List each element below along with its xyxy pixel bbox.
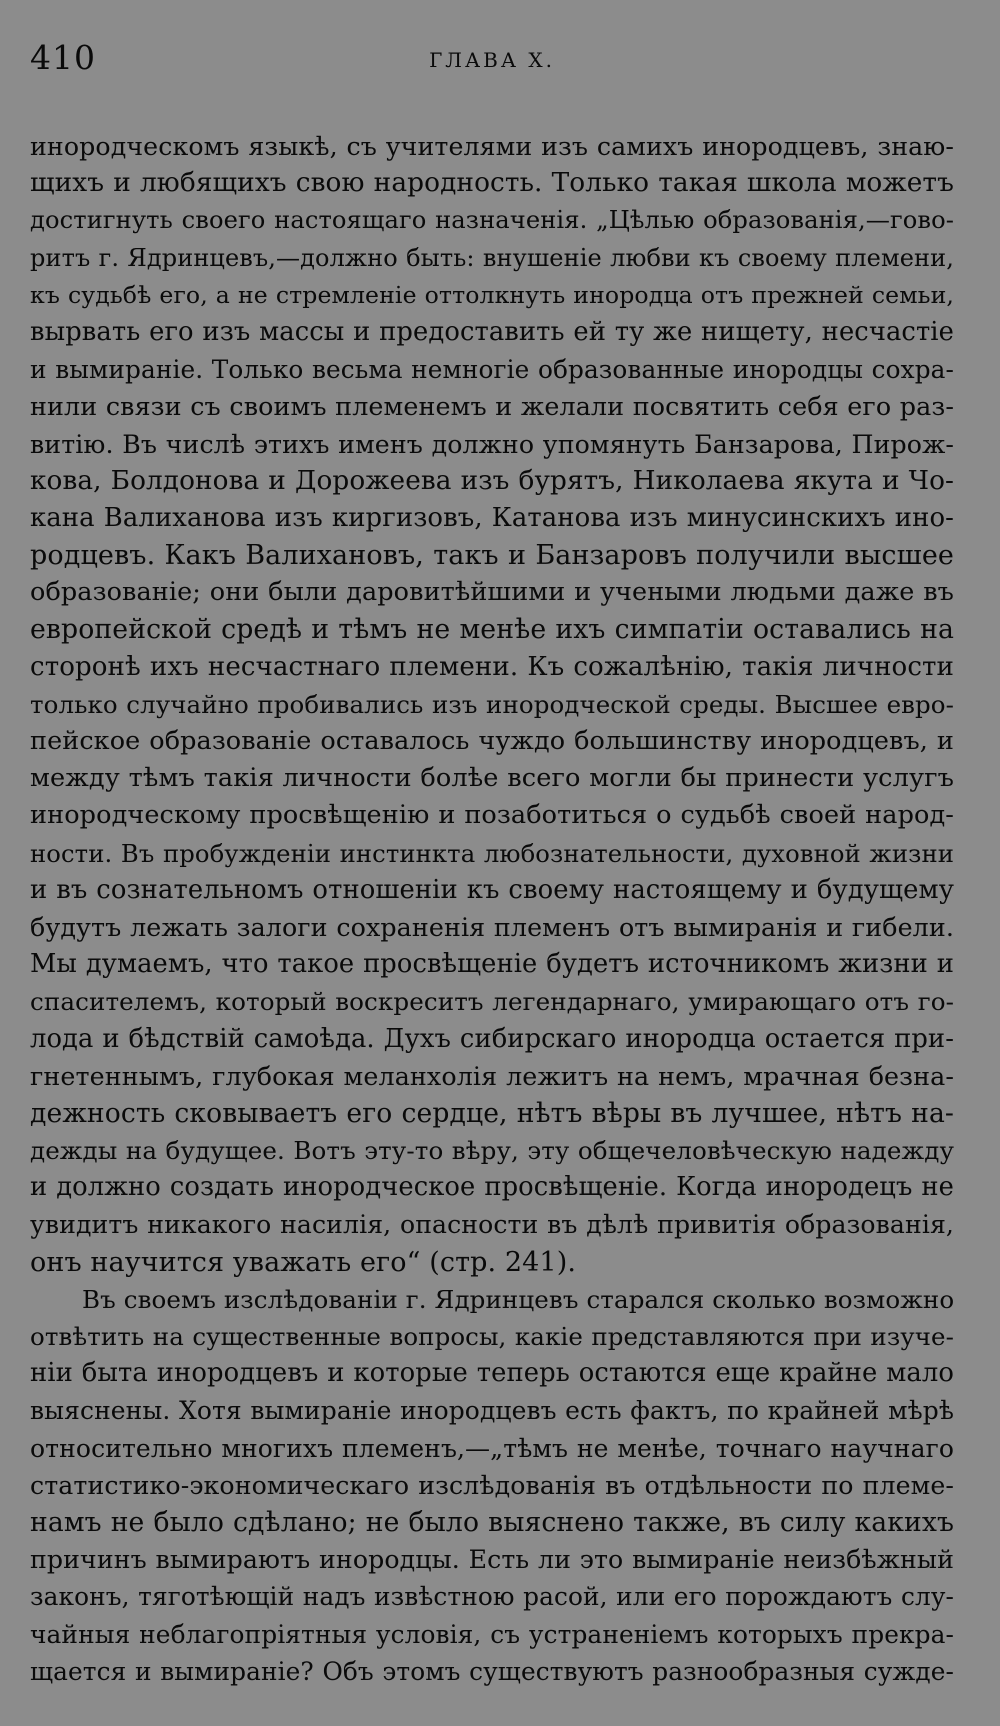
text-line: только случайно пробивались изъ инородческой среды. Высшее евро- xyxy=(30,689,954,719)
text-line: инородческомъ языкѣ, съ учителями изъ самихъ инородцевъ, знаю- xyxy=(30,132,954,161)
text-line: европейской средѣ и тѣмъ не менѣе ихъ симпатіи оставались на xyxy=(30,614,954,646)
text-line: родцевъ. Какъ Валихановъ, такъ и Банзаровъ получили высшее xyxy=(30,540,954,572)
text-line: кова, Болдонова и Дорожеева изъ бурятъ, Николаева якута и Чо- xyxy=(30,465,954,496)
text-line: законъ, тяготѣющій надъ извѣстною расой, или его порождаютъ слу- xyxy=(30,1582,954,1612)
text-line: витію. Въ числѣ этихъ именъ должно упомянуть Банзарова, Пирож- xyxy=(30,429,954,459)
body-text xyxy=(30,128,954,1690)
text-line: Мы думаемъ, что такое просвѣщеніе будетъ источникомъ жизни и xyxy=(30,949,954,980)
text-line: достигнуть своего настоящаго назначенія. „Цѣлью образованія,—гово- xyxy=(30,206,954,235)
page-number: 410 xyxy=(30,38,96,77)
text-line: относительно многихъ племенъ,—„тѣмъ не менѣе, точнаго научнаго xyxy=(30,1433,954,1463)
text-line: и въ сознательномъ отношеніи къ своему настоящему и будущему xyxy=(30,874,954,905)
running-head: ГЛАВА X. xyxy=(429,48,555,72)
book-page xyxy=(30,30,954,1696)
text-line: щается и вымираніе? Объ этомъ существуютъ разнообразныя сужде- xyxy=(30,1656,954,1686)
paragraph xyxy=(30,128,954,1281)
text-line: гнетеннымъ, глубокая меланхолія лежитъ на немъ, мрачная безна- xyxy=(30,1060,954,1091)
text-line: инородческому просвѣщенію и позаботиться о судьбѣ своей народ- xyxy=(30,800,954,831)
text-line: щихъ и любящихъ свою народность. Только такая школа можетъ xyxy=(30,168,954,199)
text-line: намъ не было сдѣлано; не было выяснено также, въ силу какихъ xyxy=(30,1506,954,1538)
text-line: статистико-экономическаго изслѣдованія въ отдѣльности по племе- xyxy=(30,1470,954,1500)
text-line: ности. Въ пробужденіи инстинкта любознательности, духовной жизни xyxy=(30,838,954,868)
paragraph xyxy=(30,1281,954,1690)
text-line: выяснены. Хотя вымираніе инородцевъ есть фактъ, по крайней мѣрѣ xyxy=(30,1396,954,1426)
text-line: онъ научится уважать его“ (стр. 241). xyxy=(30,1246,577,1278)
text-line: дежность сковываетъ его сердце, нѣтъ вѣры въ лучшее, нѣтъ на- xyxy=(30,1097,954,1129)
text-line: спасителемъ, который воскреситъ легендарнаго, умирающаго отъ го- xyxy=(30,987,954,1017)
text-line: отвѣтить на существенные вопросы, какіе представляются при изуче- xyxy=(30,1322,954,1351)
text-line: будутъ лежать залоги сохраненія племенъ отъ вымиранія и гибели. xyxy=(30,911,954,942)
text-line: лода и бѣдствій самоѣда. Духъ сибирскаго инородца остается при- xyxy=(30,1023,954,1054)
text-line: вырвать его изъ массы и предоставить ей ту же нищету, несчастіе xyxy=(30,316,954,347)
text-line: нили связи съ своимъ племенемъ и желали посвятить себя его раз- xyxy=(30,391,954,422)
text-line: ніи быта инородцевъ и которые теперь остаются еще крайне мало xyxy=(30,1358,954,1389)
text-line: образованіе; они были даровитѣйшими и учеными людьми даже въ xyxy=(30,577,954,608)
text-line: чайныя неблагопріятныя условія, съ устраненіемъ которыхъ прекра- xyxy=(30,1619,954,1649)
page-header xyxy=(30,30,954,80)
text-line: дежды на будущее. Вотъ эту-то вѣру, эту общечеловѣческую надежду xyxy=(30,1136,954,1166)
text-line: и вымираніе. Только весьма немногіе образованные инородцы сохра- xyxy=(30,355,954,385)
text-line: и должно создать инородческое просвѣщеніе. Когда инородецъ не xyxy=(30,1172,954,1203)
text-line: Въ своемъ изслѣдованіи г. Ядринцевъ старался сколько возможно xyxy=(82,1284,955,1314)
text-line: между тѣмъ такія личности болѣе всего могли бы принести услугъ xyxy=(30,763,954,794)
text-line: увидитъ никакого насилія, опасности въ дѣлѣ привитія образованія, xyxy=(30,1210,954,1240)
text-line: пейское образованіе оставалось чуждо большинству инородцевъ, и xyxy=(30,726,954,756)
text-line: сторонѣ ихъ несчастнаго племени. Къ сожалѣнію, такія личности xyxy=(30,651,954,682)
text-line: причинъ вымираютъ инородцы. Есть ли это вымираніе неизбѣжный xyxy=(30,1545,954,1575)
text-line: къ судьбѣ его, а не стремленіе оттолкнуть инородца отъ прежней семьи, xyxy=(30,280,954,309)
text-line: ритъ г. Ядринцевъ,—должно быть: внушеніе любви къ своему племени, xyxy=(30,243,954,272)
text-line: кана Валиханова изъ киргизовъ, Катанова изъ минусинскихъ ино- xyxy=(30,502,954,533)
